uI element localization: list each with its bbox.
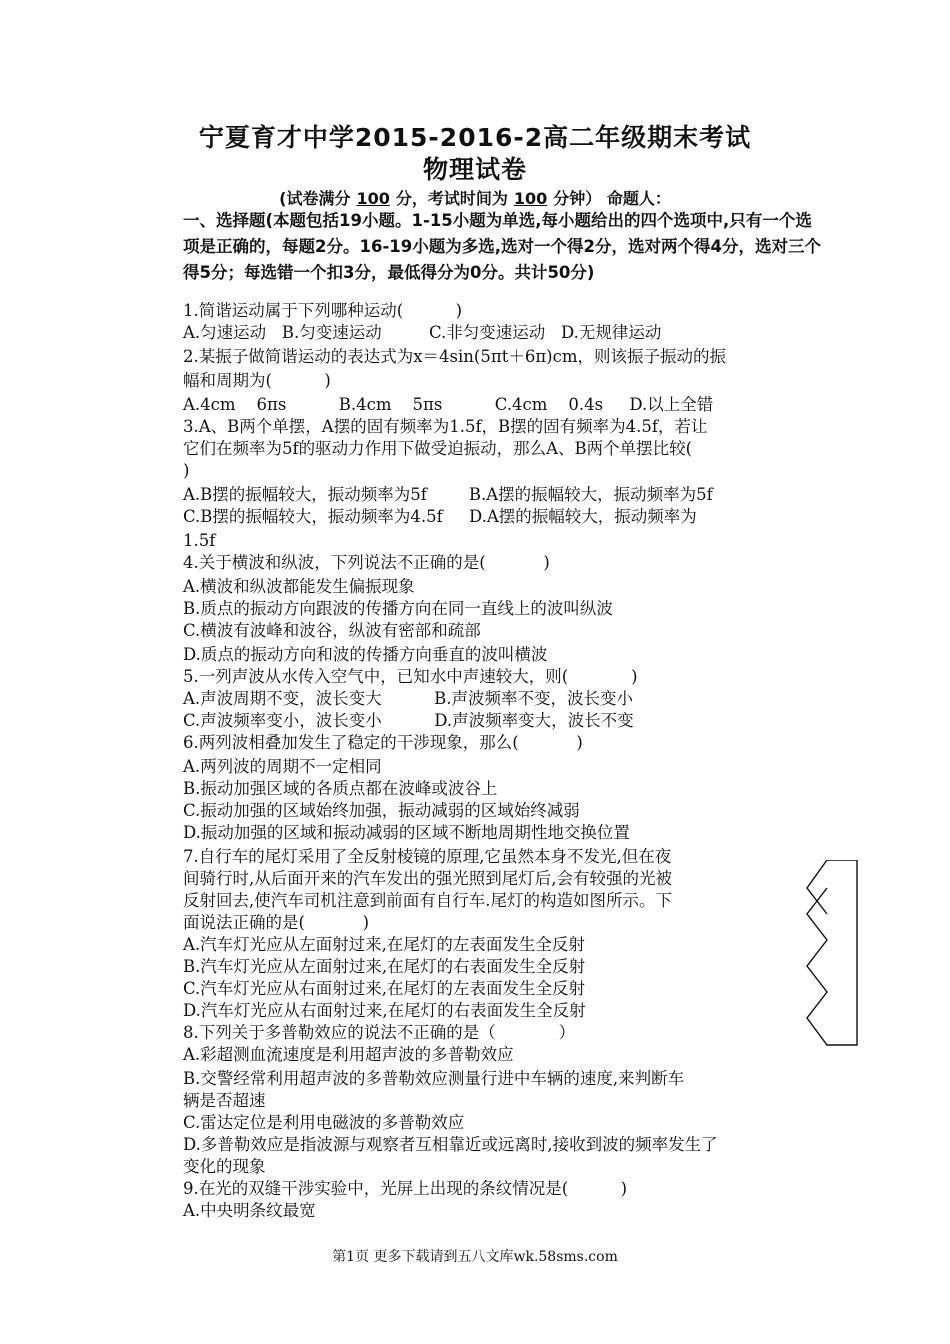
question-line: 辆是否超速 xyxy=(183,1091,266,1110)
question-line: 9.在光的双缝干涉实验中，光屏上出现的条纹情况是( ) xyxy=(183,1179,628,1198)
question-line: C.横波有波峰和波谷，纵波有密部和疏部 xyxy=(183,621,481,640)
question-line: C.B摆的振幅较大，振动频率为4.5f D.A摆的振幅较大，振动频率为 xyxy=(183,507,697,526)
question-line: 变化的现象 xyxy=(183,1157,266,1176)
question-line: A.声波周期不变，波长变大 B.声波频率不变，波长变小 xyxy=(183,689,633,708)
question-line: 2.某振子做简谐运动的表达式为x＝4sin(5πt＋6π)cm，则该振子振动的振 xyxy=(183,347,726,366)
question-line: ) xyxy=(183,461,190,480)
question-line: 8.下列关于多普勒效应的说法不正确的是（ ） xyxy=(183,1023,576,1042)
question-line: C.声波频率变小，波长变小 D.声波频率变大，波长不变 xyxy=(183,711,634,730)
question-line: 间骑行时,从后面开来的汽车发出的强光照到尾灯后,会有较强的光被 xyxy=(183,869,672,888)
question-line: A.中央明条纹最宽 xyxy=(183,1201,316,1220)
exam-info: (试卷满分 100 分，考试时间为 100 分钟） 命题人： xyxy=(279,189,671,208)
prism-outline xyxy=(807,860,857,1045)
section-heading: 一、选择题(本题包括19小题。1-15小题为单选,每小题给出的四个选项中,只有一个选项是正确的，每题2分。16-19小题为多选,选对一个得2分，选对两个得4分，选对三个得5分；每选错一个扣3分，最低得分为0分。共计50分) xyxy=(183,211,821,282)
question-line: 1.5f xyxy=(183,531,216,550)
question-line: C.振动加强的区域始终加强，振动减弱的区域始终减弱 xyxy=(183,801,580,820)
question-line: 反射回去,使汽车司机注意到前面有自行车.尾灯的构造如图所示。下 xyxy=(183,891,672,910)
question-line: B.交警经常利用超声波的多普勒效应测量行进中车辆的速度,来判断车 xyxy=(183,1069,685,1088)
question-line: 6.两列波相叠加发生了稳定的干涉现象，那么( ) xyxy=(183,733,583,752)
question-line: 面说法正确的是( ) xyxy=(183,913,370,932)
question-line: D.多普勒效应是指波源与观察者互相靠近或远离时,接收到波的频率发生了 xyxy=(183,1135,718,1154)
question-line: 7.自行车的尾灯采用了全反射棱镜的原理,它虽然本身不发光,但在夜 xyxy=(183,847,672,866)
question-line: A.B摆的振幅较大，振动频率为5f B.A摆的振幅较大，振动频率为5f xyxy=(183,485,713,504)
question-line: D.振动加强的区域和振动减弱的区域不断地周期性地交换位置 xyxy=(183,823,630,842)
question-line: B.质点的振动方向跟波的传播方向在同一直线上的波叫纵波 xyxy=(183,599,613,618)
question-line: 5.一列声波从水传入空气中，已知水中声速较大，则( ) xyxy=(183,667,638,686)
question-line: A.4cm 6πs B.4cm 5πs C.4cm 0.4s D.以上全错 xyxy=(183,395,714,414)
question-line: 它们在频率为5f的驱动力作用下做受迫振动，那么A、B两个单摆比较( xyxy=(183,439,693,458)
exam-title: 宁夏育才中学2015-2016-2高二年级期末考试 xyxy=(198,123,752,152)
question-line: A.两列波的周期不一定相同 xyxy=(183,757,382,776)
question-line: C.雷达定位是利用电磁波的多普勒效应 xyxy=(183,1113,465,1132)
question-line: A.汽车灯光应从左面射过来,在尾灯的左表面发生全反射 xyxy=(183,935,585,954)
question-line: A.匀速运动 B.匀变速运动 C.非匀变速运动 D.无规律运动 xyxy=(183,323,662,342)
question-line: 幅和周期为( ) xyxy=(183,371,331,390)
question-line: D.质点的振动方向和波的传播方向垂直的波叫横波 xyxy=(183,645,548,664)
question-line: 3.A、B两个单摆，A摆的固有频率为1.5f，B摆的固有频率为4.5f，若让 xyxy=(183,417,708,436)
page-footer: 第1页 更多下载请到五八文库wk.58sms.com xyxy=(332,1249,618,1265)
full-score: 100 xyxy=(356,189,390,208)
question-line: 4.关于横波和纵波，下列说法不正确的是( ) xyxy=(183,553,550,572)
question-line: 1.简谐运动属于下列哪种运动( ) xyxy=(183,301,463,320)
question-line: A.横波和纵波都能发生偏振现象 xyxy=(183,577,415,596)
question-line: D.汽车灯光应从右面射过来,在尾灯的右表面发生全反射 xyxy=(183,1001,586,1020)
tail-light-prism-figure xyxy=(805,860,865,1050)
exam-subtitle: 物理试卷 xyxy=(422,155,527,184)
question-line: B.汽车灯光应从左面射过来,在尾灯的右表面发生全反射 xyxy=(183,957,586,976)
question-line: C.汽车灯光应从右面射过来,在尾灯的左表面发生全反射 xyxy=(183,979,586,998)
exam-time: 100 xyxy=(513,189,548,208)
question-line: B.振动加强区域的各质点都在波峰或波谷上 xyxy=(183,779,498,798)
question-line: A.彩超测血流速度是利用超声波的多普勒效应 xyxy=(183,1045,514,1064)
